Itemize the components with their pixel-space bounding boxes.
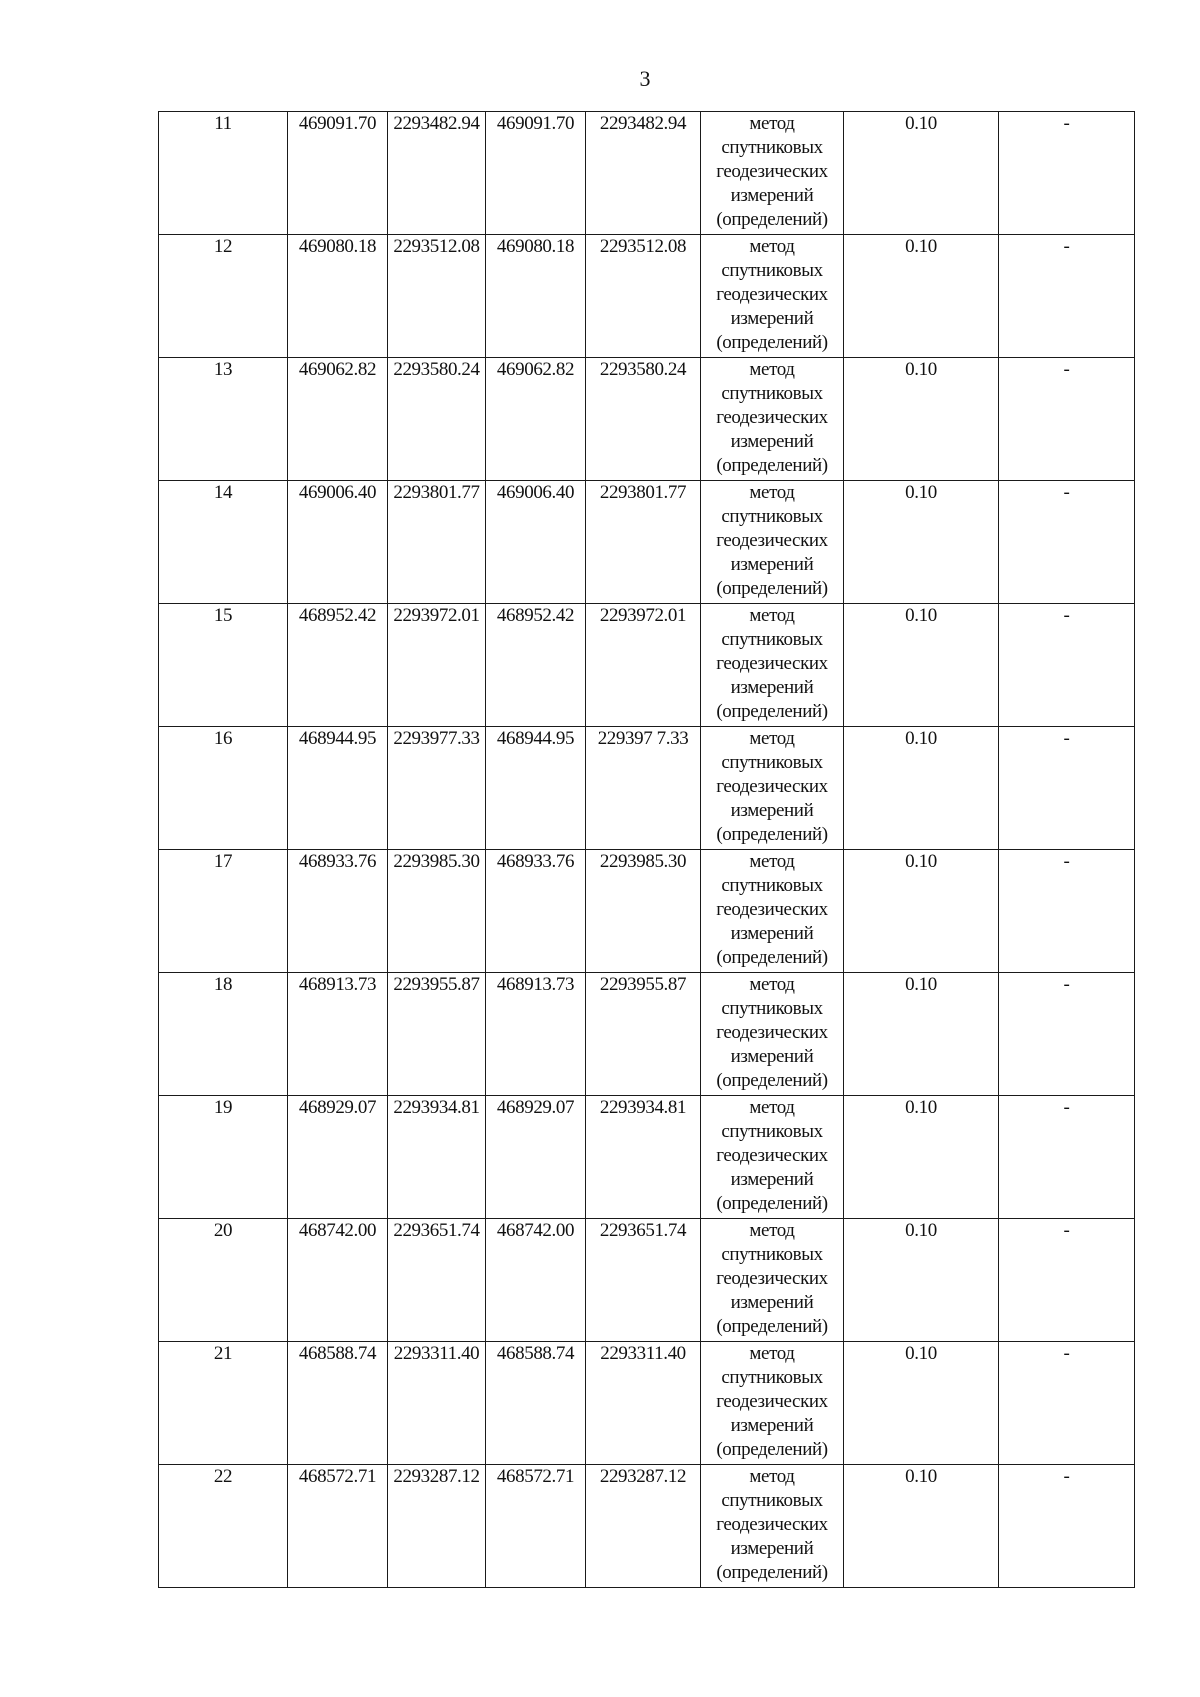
y-new-cell: 2293482.94 — [586, 112, 701, 235]
method-line: геодезических — [716, 1268, 828, 1289]
x-new-cell: 469091.70 — [486, 112, 586, 235]
method-line: метод — [749, 1220, 795, 1241]
method-line: метод — [749, 1466, 795, 1487]
table-row — [159, 850, 1135, 973]
method-line: измерений — [730, 800, 814, 821]
method-line: метод — [749, 605, 795, 626]
table-row — [159, 604, 1135, 727]
method-line: геодезических — [716, 899, 828, 920]
y-new-cell: 229397 7.33 — [586, 727, 701, 850]
note-cell: - — [999, 1465, 1135, 1588]
accuracy-cell: 0.10 — [844, 727, 999, 850]
method-cell — [701, 850, 844, 973]
note-cell: - — [999, 973, 1135, 1096]
method-line: измерений — [730, 554, 814, 575]
method-line: геодезических — [716, 1022, 828, 1043]
y-existing-cell: 2293651.74 — [388, 1219, 486, 1342]
y-new-cell: 2293972.01 — [586, 604, 701, 727]
method-line: спутниковых — [721, 998, 823, 1019]
method-line: геодезических — [716, 1514, 828, 1535]
method-line: метод — [749, 482, 795, 503]
method-line: (определений) — [716, 578, 828, 599]
method-cell — [701, 604, 844, 727]
method-line: метод — [749, 728, 795, 749]
method-line: геодезических — [716, 776, 828, 797]
method-line: измерений — [730, 1169, 814, 1190]
y-existing-cell: 2293311.40 — [388, 1342, 486, 1465]
point-number-cell: 22 — [159, 1465, 288, 1588]
y-new-cell: 2293934.81 — [586, 1096, 701, 1219]
x-existing-cell: 468913.73 — [288, 973, 388, 1096]
x-existing-cell: 469080.18 — [288, 235, 388, 358]
note-cell: - — [999, 1096, 1135, 1219]
coordinates-table — [158, 111, 1135, 1588]
y-new-cell: 2293801.77 — [586, 481, 701, 604]
note-cell: - — [999, 850, 1135, 973]
method-line: спутниковых — [721, 1367, 823, 1388]
table-row — [159, 235, 1135, 358]
x-new-cell: 468933.76 — [486, 850, 586, 973]
x-existing-cell: 469091.70 — [288, 112, 388, 235]
x-new-cell: 468952.42 — [486, 604, 586, 727]
note-cell: - — [999, 604, 1135, 727]
method-line: измерений — [730, 677, 814, 698]
method-line: метод — [749, 1097, 795, 1118]
method-line: метод — [749, 359, 795, 380]
point-number-cell: 13 — [159, 358, 288, 481]
method-line: измерений — [730, 1292, 814, 1313]
method-cell — [701, 1342, 844, 1465]
method-line: метод — [749, 236, 795, 257]
method-cell — [701, 235, 844, 358]
note-cell: - — [999, 235, 1135, 358]
y-existing-cell: 2293287.12 — [388, 1465, 486, 1588]
table-row — [159, 112, 1135, 235]
method-line: геодезических — [716, 284, 828, 305]
x-existing-cell: 468742.00 — [288, 1219, 388, 1342]
method-line: измерений — [730, 1046, 814, 1067]
method-line: измерений — [730, 1538, 814, 1559]
accuracy-cell: 0.10 — [844, 1219, 999, 1342]
accuracy-cell: 0.10 — [844, 850, 999, 973]
method-cell — [701, 481, 844, 604]
table-row — [159, 1342, 1135, 1465]
method-line: геодезических — [716, 161, 828, 182]
method-line: (определений) — [716, 1439, 828, 1460]
x-new-cell: 468588.74 — [486, 1342, 586, 1465]
x-new-cell: 468944.95 — [486, 727, 586, 850]
accuracy-cell: 0.10 — [844, 1342, 999, 1465]
method-line: (определений) — [716, 455, 828, 476]
point-number-cell: 12 — [159, 235, 288, 358]
y-new-cell: 2293287.12 — [586, 1465, 701, 1588]
table-row — [159, 1465, 1135, 1588]
method-line: (определений) — [716, 947, 828, 968]
y-new-cell: 2293985.30 — [586, 850, 701, 973]
point-number-cell: 14 — [159, 481, 288, 604]
table-row — [159, 1096, 1135, 1219]
method-line: измерений — [730, 923, 814, 944]
method-line: спутниковых — [721, 629, 823, 650]
table-row — [159, 727, 1135, 850]
method-line: метод — [749, 974, 795, 995]
x-existing-cell: 469006.40 — [288, 481, 388, 604]
method-line: измерений — [730, 1415, 814, 1436]
y-existing-cell: 2293801.77 — [388, 481, 486, 604]
x-new-cell: 468913.73 — [486, 973, 586, 1096]
point-number-cell: 17 — [159, 850, 288, 973]
note-cell: - — [999, 358, 1135, 481]
method-line: спутниковых — [721, 1490, 823, 1511]
method-line: (определений) — [716, 1193, 828, 1214]
method-cell — [701, 358, 844, 481]
x-new-cell: 468572.71 — [486, 1465, 586, 1588]
method-cell — [701, 1465, 844, 1588]
method-cell — [701, 727, 844, 850]
method-line: (определений) — [716, 701, 828, 722]
x-existing-cell: 468572.71 — [288, 1465, 388, 1588]
method-line: спутниковых — [721, 752, 823, 773]
x-existing-cell: 469062.82 — [288, 358, 388, 481]
x-existing-cell: 468944.95 — [288, 727, 388, 850]
y-existing-cell: 2293934.81 — [388, 1096, 486, 1219]
method-line: спутниковых — [721, 1121, 823, 1142]
method-line: измерений — [730, 308, 814, 329]
x-new-cell: 468742.00 — [486, 1219, 586, 1342]
method-line: геодезических — [716, 407, 828, 428]
point-number-cell: 15 — [159, 604, 288, 727]
note-cell: - — [999, 1342, 1135, 1465]
point-number-cell: 20 — [159, 1219, 288, 1342]
note-cell: - — [999, 727, 1135, 850]
method-line: спутниковых — [721, 260, 823, 281]
y-existing-cell: 2293512.08 — [388, 235, 486, 358]
point-number-cell: 21 — [159, 1342, 288, 1465]
method-line: спутниковых — [721, 383, 823, 404]
method-cell — [701, 1096, 844, 1219]
accuracy-cell: 0.10 — [844, 1096, 999, 1219]
method-line: метод — [749, 113, 795, 134]
accuracy-cell: 0.10 — [844, 604, 999, 727]
method-line: спутниковых — [721, 875, 823, 896]
x-existing-cell: 468588.74 — [288, 1342, 388, 1465]
table-row — [159, 358, 1135, 481]
method-line: (определений) — [716, 824, 828, 845]
method-line: (определений) — [716, 332, 828, 353]
accuracy-cell: 0.10 — [844, 973, 999, 1096]
accuracy-cell: 0.10 — [844, 358, 999, 481]
method-line: геодезических — [716, 653, 828, 674]
method-cell — [701, 1219, 844, 1342]
x-existing-cell: 468952.42 — [288, 604, 388, 727]
y-existing-cell: 2293985.30 — [388, 850, 486, 973]
point-number-cell: 19 — [159, 1096, 288, 1219]
x-new-cell: 469006.40 — [486, 481, 586, 604]
method-line: геодезических — [716, 1145, 828, 1166]
table-body — [159, 112, 1135, 1588]
method-line: геодезических — [716, 1391, 828, 1412]
y-existing-cell: 2293977.33 — [388, 727, 486, 850]
y-new-cell: 2293311.40 — [586, 1342, 701, 1465]
accuracy-cell: 0.10 — [844, 481, 999, 604]
point-number-cell: 11 — [159, 112, 288, 235]
method-line: геодезических — [716, 530, 828, 551]
table-row — [159, 481, 1135, 604]
table-row — [159, 973, 1135, 1096]
method-line: (определений) — [716, 1562, 828, 1583]
method-line: спутниковых — [721, 137, 823, 158]
note-cell: - — [999, 481, 1135, 604]
x-new-cell: 468929.07 — [486, 1096, 586, 1219]
method-line: (определений) — [716, 1070, 828, 1091]
x-new-cell: 469080.18 — [486, 235, 586, 358]
method-line: спутниковых — [721, 1244, 823, 1265]
accuracy-cell: 0.10 — [844, 112, 999, 235]
y-existing-cell: 2293955.87 — [388, 973, 486, 1096]
point-number-cell: 18 — [159, 973, 288, 1096]
y-existing-cell: 2293972.01 — [388, 604, 486, 727]
x-existing-cell: 468933.76 — [288, 850, 388, 973]
x-existing-cell: 468929.07 — [288, 1096, 388, 1219]
accuracy-cell: 0.10 — [844, 235, 999, 358]
method-line: измерений — [730, 431, 814, 452]
point-number-cell: 16 — [159, 727, 288, 850]
method-line: измерений — [730, 185, 814, 206]
y-existing-cell: 2293482.94 — [388, 112, 486, 235]
y-new-cell: 2293512.08 — [586, 235, 701, 358]
method-line: спутниковых — [721, 506, 823, 527]
method-line: метод — [749, 851, 795, 872]
x-new-cell: 469062.82 — [486, 358, 586, 481]
y-new-cell: 2293651.74 — [586, 1219, 701, 1342]
note-cell: - — [999, 112, 1135, 235]
table-row — [159, 1219, 1135, 1342]
method-cell — [701, 112, 844, 235]
y-existing-cell: 2293580.24 — [388, 358, 486, 481]
y-new-cell: 2293955.87 — [586, 973, 701, 1096]
method-line: (определений) — [716, 1316, 828, 1337]
page-number: 3 — [639, 66, 651, 91]
note-cell: - — [999, 1219, 1135, 1342]
method-cell — [701, 973, 844, 1096]
method-line: метод — [749, 1343, 795, 1364]
y-new-cell: 2293580.24 — [586, 358, 701, 481]
method-line: (определений) — [716, 209, 828, 230]
accuracy-cell: 0.10 — [844, 1465, 999, 1588]
